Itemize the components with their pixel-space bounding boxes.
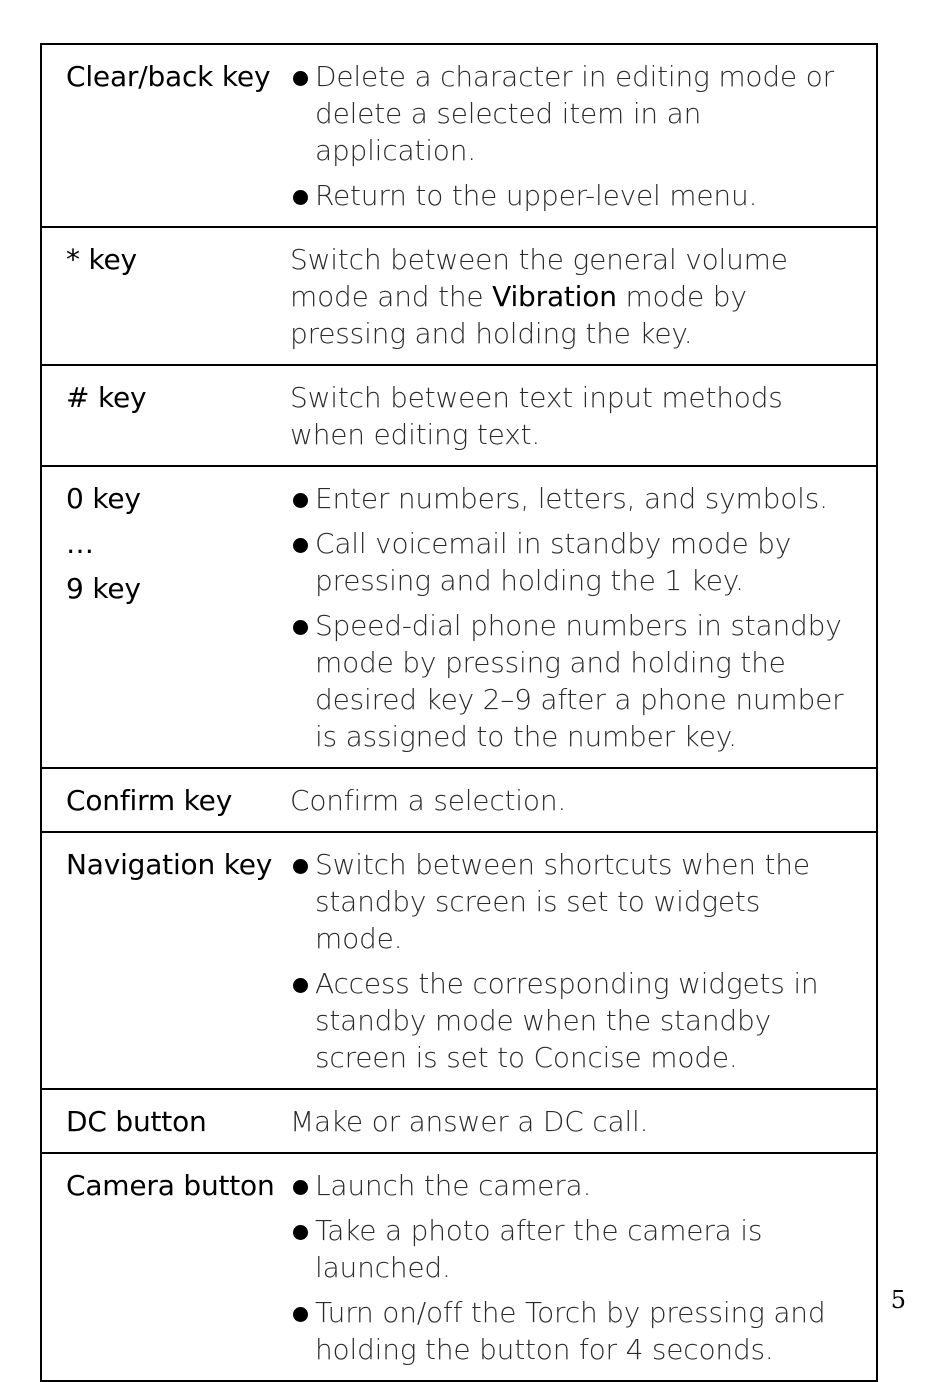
bullet-list [290, 58, 854, 214]
key-name: 9 key [66, 572, 141, 605]
key-description-cell [290, 1153, 877, 1381]
key-name: Navigation key [66, 848, 273, 881]
table-row [41, 44, 877, 227]
table-row [41, 832, 877, 1089]
description-text: mode by pressing and holding the key. [290, 280, 747, 350]
key-name-cell [41, 1153, 290, 1381]
table-row [41, 1153, 877, 1381]
description-text: Switch between the general volume mode and the [290, 243, 788, 313]
description-text: Make or answer a DC call. [290, 1105, 649, 1138]
key-name-cell [41, 1089, 290, 1153]
key-name-cell [41, 466, 290, 768]
key-name: Confirm key [66, 784, 233, 817]
description-text: Switch between text input methods when editing text. [290, 381, 783, 451]
bullet-item: Enter numbers, letters, and symbols. [290, 480, 854, 517]
bullet-item: Take a photo after the camera is launched. [290, 1212, 854, 1286]
page-number: 5 [890, 1286, 906, 1314]
table-row [41, 1089, 877, 1153]
key-name: * key [66, 243, 137, 276]
key-description-cell [290, 832, 877, 1089]
key-name-cell [41, 768, 290, 832]
key-description-cell [290, 466, 877, 768]
table-row [41, 227, 877, 365]
key-description-cell [290, 44, 877, 227]
key-name: Camera button [66, 1169, 275, 1202]
key-name: DC button [66, 1105, 207, 1138]
bullet-list [290, 1167, 854, 1368]
key-description-cell [290, 768, 877, 832]
bullet-item: Speed-dial phone numbers in standby mode by pressing and holding the desired key 2–9 after a phone number is assigned to the number key. [290, 607, 854, 755]
key-name: Clear/back key [66, 60, 271, 93]
key-description-cell [290, 1089, 877, 1153]
key-description-cell [290, 227, 877, 365]
bullet-item: Switch between shortcuts when the standby screen is set to widgets mode. [290, 846, 854, 957]
key-function-table [40, 43, 878, 1382]
bullet-item: Delete a character in editing mode or delete a selected item in an application. [290, 58, 854, 169]
table-row [41, 768, 877, 832]
key-name-cell [41, 365, 290, 466]
bullet-item: Return to the upper-level menu. [290, 177, 854, 214]
ui-term: Vibration [492, 280, 617, 313]
bullet-item: Call voicemail in standby mode by pressing and holding the 1 key. [290, 525, 854, 599]
table-row [41, 365, 877, 466]
key-name-cell [41, 227, 290, 365]
bullet-item: Access the corresponding widgets in standby mode when the standby screen is set to Concise mode. [290, 965, 854, 1076]
bullet-list [290, 480, 854, 755]
description-text: Confirm a selection. [290, 784, 567, 817]
key-name-cell [41, 832, 290, 1089]
table-row [41, 466, 877, 768]
key-name: 0 key [66, 482, 141, 515]
key-name-cell [41, 44, 290, 227]
bullet-list [290, 846, 854, 1076]
key-description-cell [290, 365, 877, 466]
key-name: # key [66, 381, 147, 414]
bullet-item: Launch the camera. [290, 1167, 854, 1204]
bullet-item: Turn on/off the Torch by pressing and holding the button for 4 seconds. [290, 1294, 854, 1368]
key-range-ellipsis: … [66, 527, 94, 560]
